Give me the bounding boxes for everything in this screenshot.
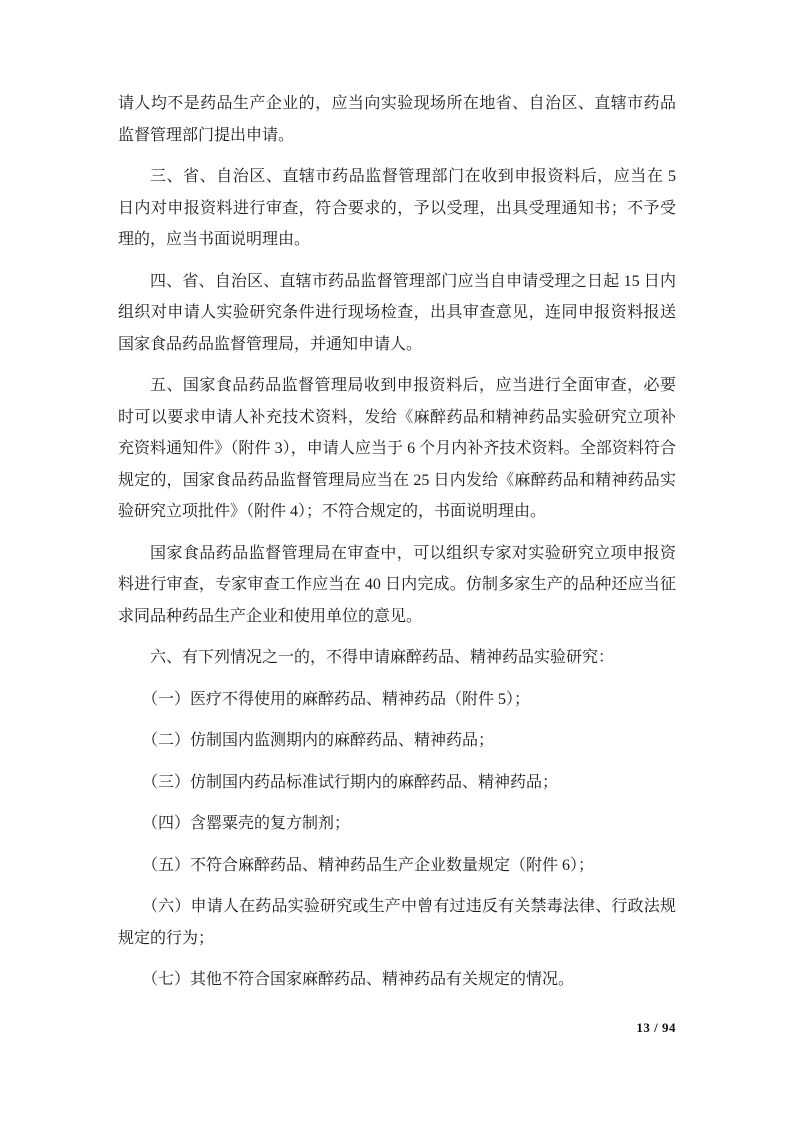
list-item-7: （七）其他不符合国家麻醉药品、精神药品有关规定的情况。: [142, 971, 575, 988]
list-item-2: （二）仿制国内监测期内的麻醉药品、精神药品；: [142, 732, 495, 749]
document-body: [118, 88, 676, 1006]
paragraph-article-4: 四、省、自治区、直辖市药品监督管理部门应当自申请受理之日起 15 日内组织对申请人实验研究条件进行现场检查，出具审查意见，连同申报资料报送国家食品药品监督管理局，并通知申请人。: [118, 272, 676, 353]
list-item-5: （五）不符合麻醉药品、精神药品生产企业数量规定（附件 6）；: [142, 856, 595, 874]
paragraph-continuation: 请人均不是药品生产企业的，应当向实验现场所在地省、自治区、直辖市药品监督管理部门提出申请。: [118, 95, 676, 144]
paragraph-article-6: 六、有下列情况之一的，不得申请麻醉药品、精神药品实验研究：: [150, 649, 615, 666]
list-item-4: （四）含罂粟壳的复方制剂；: [142, 815, 351, 832]
list-item-3: （三）仿制国内药品标准试行期内的麻醉药品、精神药品；: [142, 773, 559, 791]
paragraph-article-5: 五、国家食品药品监督管理局收到申报资料后，应当进行全面审查，必要时可以要求申请人补充技术资料，发给《麻醉药品和精神药品实验研究立项补充资料通知件》（附件 3），申请人应当于 6 个月内补齐技术资料。全部资料符合规定的，国家食品药品监督管理局应当在 25 日内发给《麻醉药品和精神药品实验研究立项批件》（附件 4）；不符合规定的，书面说明理由。: [118, 377, 676, 520]
paragraph-article-3: 三、省、自治区、直辖市药品监督管理部门在收到申报资料后，应当在 5 日内对申报资料进行审查，符合要求的，予以受理，出具受理通知书；不予受理的，应当书面说明理由。: [118, 168, 676, 248]
list-item-1: （一）医疗不得使用的麻醉药品、精神药品（附件 5）；: [142, 690, 531, 708]
list-item-6: （六）申请人在药品实验研究或生产中曾有过违反有关禁毒法律、行政法规规定的行为；: [118, 898, 676, 947]
page-number: 13 / 94: [636, 1020, 676, 1035]
paragraph-expert-review: 国家食品药品监督管理局在审查中，可以组织专家对实验研究立项申报资料进行审查，专家审查工作应当在 40 日内完成。仿制多家生产的品种还应当征求同品种药品生产企业和使用单位的意见。: [118, 544, 676, 625]
